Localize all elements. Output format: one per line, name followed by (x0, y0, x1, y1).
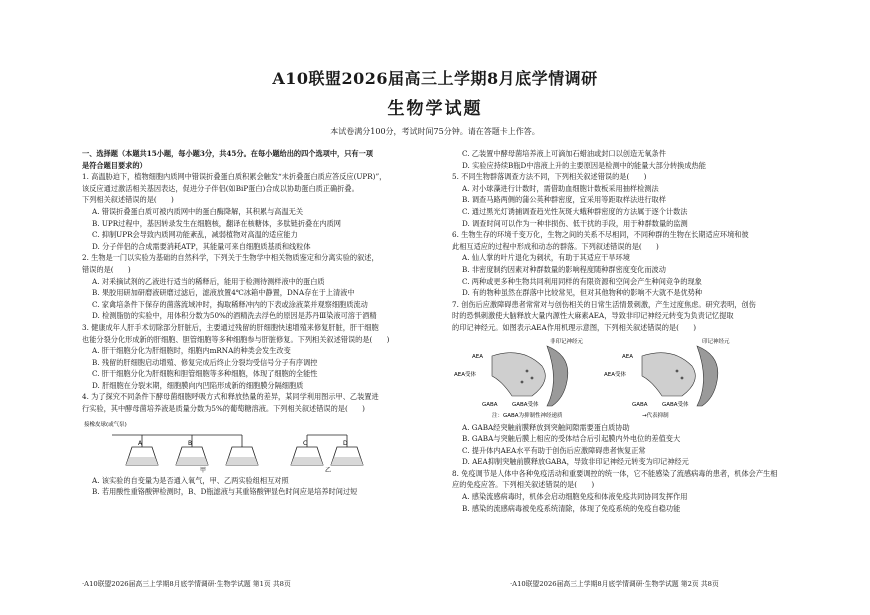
aea-receptor-label-2: AEA受体 (604, 371, 627, 378)
air-pump-label: 接橡皮球(或气泵) (84, 421, 127, 428)
text-line: 的印记神经元。如图表示AEA作用机理示意图，下列相关叙述错误的是( ) (452, 322, 697, 332)
footer-right: ·A10联盟2026届高三上学期8月底学情调研·生物学试题 第2页 共8页 (510, 580, 719, 588)
text-line: D. 检测脂肪的实验中，用体积分数为50%的酒精洗去浮色的原因是苏丹Ⅲ染液可溶于酒精 (92, 311, 377, 321)
exam-notice: 本试卷满分100分，考试时间75分钟。请在答题卡上作答。 (330, 127, 540, 136)
yeast-apparatus-figure (82, 417, 422, 473)
text-line: A. 错误折叠蛋白质可被内质网中的蛋白酶降解，其积累与高温无关 (92, 206, 304, 216)
text-line: D. 调查时间可以作为一种非损伤、低干扰的手段，用于种群数量的监测 (462, 218, 688, 228)
text-line: 8. 免疫调节是人体中各种免疫活动和重要调控的统一体，它不能感染了流感病毒的患者，机体会产生相 (452, 468, 778, 478)
text-line: 3. 健康成年人肝手术切除部分肝脏后，主要通过残留的肝细胞快速增殖来修复肝脏，肝干细胞 (82, 322, 379, 332)
flask-c-label: C (303, 439, 308, 447)
figure-arrow-legend: →代表抑制 (642, 412, 669, 419)
left-column (82, 148, 422, 498)
text-line: C. 肝干细胞分化为肝细胞和胆管细胞等多种细胞，体现了细胞的全能性 (92, 369, 318, 379)
text-line: C. 家禽培条件下保存的菌落流域冲时，掏取稀释冲内的下表或涂液菜并观察细胞质流动 (92, 299, 368, 309)
text-line: 时的恐惧刺激使大脑释放大量内源性大麻素AEA，导致非印记神经元转变为负责记忆提取 (452, 311, 734, 321)
figure-note: 注：GABA为抑制性神经递质 (492, 412, 563, 419)
text-line: 7. 创伤后应激障碍患者常常对与创伤相关的日常生活情景刺激，产生过度焦虑。研究表明，创伤 (452, 299, 756, 309)
text-line: D. 有的物种虽然在群落中比较常见，但对其他物种的影响不大就不是优势种 (462, 288, 703, 298)
aea-receptor-label-1: AEA受体 (454, 371, 477, 378)
text-line: 应的免疫应答。下列相关叙述错误的是( ) (452, 480, 595, 490)
text-line: 行实验，其中酵母菌培养液是质量分数为5%的葡萄糖溶液。下列相关叙述错误的是( ) (82, 404, 365, 414)
text-line: B. 果胶用研加研磨液研磨过滤后，滤液放置4℃冰箱中静置，DNA存在于上清液中 (92, 288, 355, 298)
text-line: 该反应通过激活相关基因表达，促进分子伴侣(如BiP蛋白)合成以协助蛋白质正确折叠。 (82, 183, 359, 193)
flask-d-label: D (343, 439, 348, 447)
text-line: 一、选择题（本题共15小题，每小题3分，共45分。在每小题给出的四个选项中，只有一项 (82, 149, 373, 158)
text-line: D. 实验应持续B瓶D中溶液上升的主要原因是检测中的能量大部分转换成热能 (462, 160, 706, 170)
flask-a-label: A (138, 439, 143, 447)
apparatus-yi-label: 乙 (325, 466, 332, 473)
text-line: 1. 高温胁迫下，植物细胞内质网中错误折叠蛋白质积累会触发“未折叠蛋白质应答反应(UPR)”， (82, 172, 387, 182)
aea-label-2: AEA (622, 353, 633, 360)
text-line: A. GABA经突触前膜释放到突触间隙需要蛋白质协助 (462, 422, 630, 432)
engram-neuron-label: 印记神经元 (702, 338, 730, 345)
text-line: 此相互适应的过程中形成和动态的群落。下列叙述错误的是( ) (452, 241, 659, 251)
footer-left: ·A10联盟2026届高三上学期8月底学情调研·生物学试题 第1页 共8页 (82, 580, 291, 588)
text-line: A. 对釆摘试剂的乙液进行适当的稀释后，能用于检测待测样液中的蛋白质 (92, 276, 325, 286)
text-line: 2. 生物是一门以实验为基础的自然科学，下列关于生物学中相关物质鉴定和分离实验的叙述， (82, 253, 379, 263)
text-line: C. 两种或更多种生物共同利用同样的有限资源和空间会产生种间竞争的现象 (462, 276, 702, 286)
text-line: D. AEA抑制突触前膜释放GABA，导致非印记神经元转变为印记神经元 (462, 457, 689, 467)
apparatus-jia-label: 甲 (200, 466, 207, 473)
text-line: C. 提升体内AEA水平有助于创伤后应激障碍患者恢复正常 (462, 445, 646, 455)
text-line: C. 通过黑光灯诱捕调查趋光性灰斑大蛾种群密度的方法属于逐个计数法 (462, 206, 688, 216)
text-line: B. 若用酸性重铬酸钾检测时，B、D瓶滤液与其重铬酸钾显色时间应是培养时间过短 (92, 487, 358, 497)
text-line: 是符合题目要求的） (82, 160, 147, 170)
non-engram-neuron-label: 非印记神经元 (550, 338, 584, 345)
text-line: 下列相关叙述错误的是( ) (82, 195, 174, 205)
flask-b-label: B (188, 439, 193, 447)
text-line: A. 仙人掌的叶片退化为刺状，有助于其适应干旱环境 (462, 253, 630, 263)
exam-title: A10联盟2026届高三上学期8月底学情调研 (272, 69, 598, 88)
text-line: D. 分子伴侣的合成需要消耗ATP，其能量可来自细胞质基质和线粒体 (92, 241, 311, 251)
gaba-receptor-label-1: GABA受体 (512, 401, 539, 408)
aea-mechanism-figure (452, 336, 792, 420)
text-line: C. 乙装置中酵母菌培养液上可滴加石蜡油或封口以创造无氧条件 (462, 149, 666, 158)
text-line: B. GABA与突触后膜上相应的受体结合后引起膜内外电位的差值变大 (462, 434, 681, 444)
text-line: A. 感染流感病毒时，机体会启动细胞免疫和体液免疫共同协同发挥作用 (462, 492, 688, 502)
text-line: C. 抑制UPR会导致内质网功能紊乱，减弱植物对高温的适应能力 (92, 230, 298, 240)
gaba-receptor-label-2: GABA受体 (662, 401, 689, 408)
text-line: 5. 不同生物群落调查方法不同，下列相关叙述错误的是( ) (452, 172, 647, 182)
text-line: B. 残留的肝细胞启动增殖、修复完成后终止分裂均受信号分子有序调控 (92, 357, 318, 367)
text-line: 6. 生物生存的环境千变万化，生物之间的关系不尽相同，不同种群的生物在长期适应环境和彼 (452, 230, 749, 240)
gaba-label-2: GABA (632, 401, 648, 408)
exam-subtitle: 生物学试题 (387, 99, 483, 119)
text-line: D. 肝细胞在分裂末期，细胞膜向内凹陷形成新的细胞膜分隔细胞质 (92, 380, 304, 390)
aea-label-1: AEA (472, 353, 483, 360)
text-line: B. 感染的流感病毒被免疫系统清除，体现了免疫系统的免疫自稳功能 (462, 503, 681, 513)
text-line: 也能分裂分化形成新的肝细胞、胆管细胞等多种细胞参与肝脏修复。下列相关叙述错误的是( ) (82, 334, 390, 344)
text-line: 4. 为了探究不同条件下酵母菌细胞呼吸方式和释放热量的差异，某同学利用图示甲、乙装置进 (82, 392, 379, 402)
text-line: B. 非密度制约因素对种群数量的影响程度随种群密度变化而波动 (462, 264, 666, 274)
gaba-label-1: GABA (482, 401, 498, 408)
right-column (452, 148, 792, 514)
text-line: B. UPR过程中，基因转录发生在细胞核，翻译在核糖体，多肽链折叠在内质网 (92, 218, 341, 228)
text-line: 错误的是( ) (82, 264, 131, 274)
yeast-apparatus-svg (82, 417, 422, 473)
text-line: A. 该实验的自变量为是否通入氧气，甲、乙两实验组相互对照 (92, 475, 289, 485)
text-line: A. 对小球藻进行计数时，需借助血细胞计数板采用抽样检测法 (462, 183, 659, 193)
text-line: B. 调查马路两侧的蒲公英种群密度，宜采用等距取样法进行取样 (462, 195, 666, 205)
text-line: A. 肝干细胞分化为肝细胞时，细胞内mRNA的种类会发生改变 (92, 346, 291, 356)
aea-mechanism-svg (452, 336, 792, 420)
